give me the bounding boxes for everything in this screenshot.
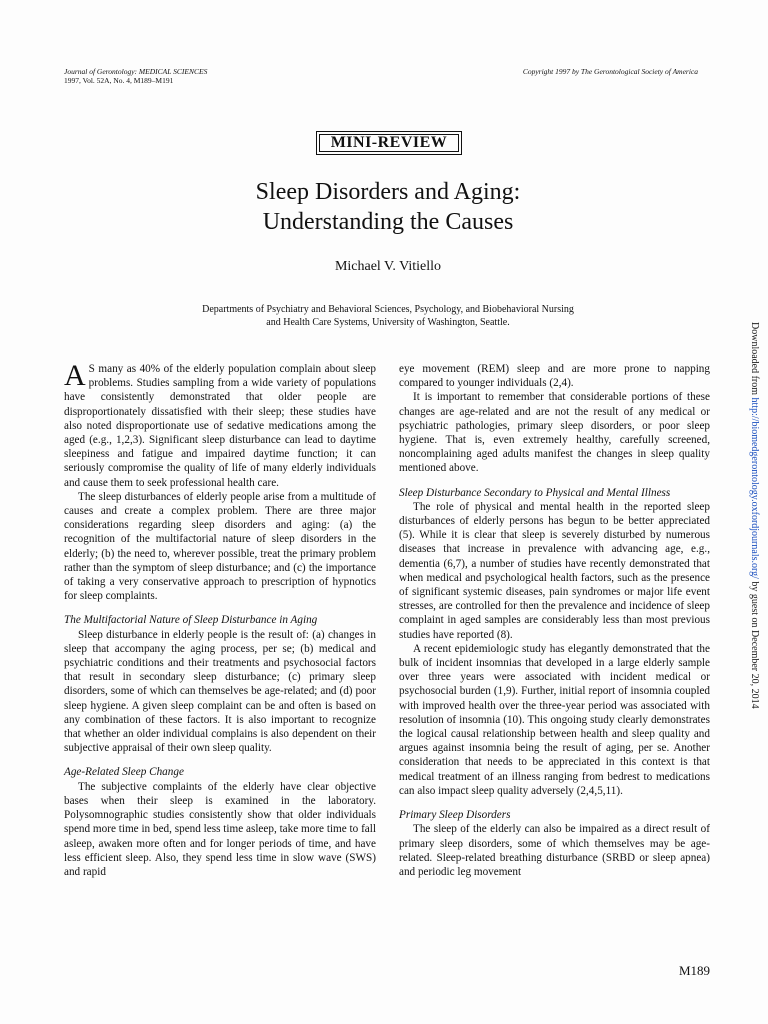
journal-volume: 1997, Vol. 52A, No. 4, M189–M191 [64,76,174,85]
paragraph: The role of physical and mental health in the reported sleep disturbances of elderly persons has begun to be better appreciated (5). While it is clear that sleep is severely disturbed by numerous diseases that increase in prevalence with advancing age, e.g., dementia (6,7), a number of studies have recently demonstrated that when medical and psychological health factors, such as the presence of significant systemic diseases, pain syndromes or major life event stresses, are controlled for then the prevalence and incidence of sleep complaint in aged samples are considerably less than most previous studies have reported (8). [399,500,710,641]
paragraph: It is important to remember that considerable portions of these changes are age-related and are not the result of any medical or psychiatric pathologies, primary sleep disorders, or poor sleep hygiene. That is, even extremely healthy, carefully screened, noncomplaining aged adults manifest the changes in sleep quality mentioned above. [399,391,710,475]
paragraph: The sleep of the elderly can also be impaired as a direct result of primary sleep disorders, some of which themselves may be age-related. Sleep-related breathing disturbance (SRBD or sleep apnea) and periodic leg movement [399,823,710,878]
section-heading: Age-Related Sleep Change [64,766,184,779]
affiliation [0,303,768,329]
section-heading: Sleep Disturbance Secondary to Physical and Mental Illness [399,486,671,499]
title-line-2: Understanding the Causes [262,209,514,235]
section-heading: The Multifactorial Nature of Sleep Disturbance in Aging [64,614,318,627]
article-title [0,177,768,237]
title-line-1: Sleep Disorders and Aging: [255,179,521,205]
author-name: Michael V. Vitiello [334,259,442,274]
affiliation-line-1: Departments of Psychiatry and Behavioral Sciences, Psychology, and Biobehavioral Nursing [202,304,574,315]
journal-name: Journal of Gerontology: MEDICAL SCIENCES [64,67,208,76]
paragraph: The subjective complaints of the elderly have clear objective bases when their sleep is examined in the laboratory. Polysomnographic studies consistently show that older individuals spend more time in bed, spend less time asleep, take more time to fall asleep, awaken more often and for longer periods of time, and have less efficient sleep. Also, they spend less time in slow wave (SWS) and rapid [64,780,376,878]
right-column [399,362,710,879]
download-watermark [747,322,761,709]
paragraph: Sleep disturbance in elderly people is the result of: (a) changes in sleep that accompany the aging process, per se; (b) medical and psychiatric conditions and their treatments and psychosocial factors that result in secondary sleep disturbance; (c) primary sleep disorders, some of which can themselves be age-related; and (d) poor sleep hygiene. A given sleep complaint can be and often is based on any combination of these factors. It is also important to recognize that whether an older individual complains is also dependent on their subjective appraisal of their own sleep quality. [64,628,376,755]
section-label: MINI-REVIEW [316,131,462,155]
paragraph: eye movement (REM) sleep and are more prone to napping compared to younger individuals (2,4). [399,363,710,390]
watermark-url[interactable]: http://biomedgerontology.oxfordjournals.org/ [749,397,760,579]
copyright-notice: Copyright 1997 by The Gerontological Society of America [522,67,698,76]
paragraph-intro-text: S many as 40% of the elderly population complain about sleep problems. Studies sampling from a wide variety of populations have consistently demonstrated that older people are disproportionately dissatisfied with their sleep; these studies have also noted disproportionate use of sedative medications among the aged (e.g., 1,2,3). Significant sleep disturbance can lead to daytime sleepiness and fatigue and impaired daytime function; it can seriously compromise the quality of life of many elderly individuals and cause them to seek professional health care. [64,363,376,489]
section-heading: Primary Sleep Disorders [399,809,511,822]
drop-cap: A [64,359,86,392]
watermark-suffix: by guest on December 20, 2014 [749,578,760,709]
paragraph: The sleep disturbances of elderly people arise from a multitude of causes and create a complex problem. There are three major considerations regarding sleep disorders and aging: (a) the recognition of the multifactorial nature of sleep disorders in the elderly; (b) the need to, wherever possible, treat the primary problem rather than the symptom of sleep disturbance; and (c) the importance of taking a very conservative approach to prescription of hypnotics for sleep complaints. [64,490,376,603]
journal-header [64,67,207,85]
watermark-prefix: Downloaded from [749,322,760,398]
paragraph: A recent epidemiologic study has elegantly demonstrated that the bulk of incident insomnias that developed in a large elderly sample over three years were associated with incident medical or psychosocial burden (1,9). Further, initial report of insomnia coupled with improved health over the three-year period was associated with resolution of insomnia (10). This ongoing study clearly demonstrates the logical causal relationship between health and sleep quality and argues against insomnia being the result of aging, per se. Another consideration that needs to be appreciated in this context is that medical treatment of an illness ranging from bedrest to medications can also impact sleep quality adversely (2,4,5,11). [399,642,710,797]
page-number: M189 [678,963,710,978]
left-column [64,359,376,879]
paragraph-intro [64,359,376,490]
affiliation-line-2: and Health Care Systems, University of Washington, Seattle. [266,317,510,328]
